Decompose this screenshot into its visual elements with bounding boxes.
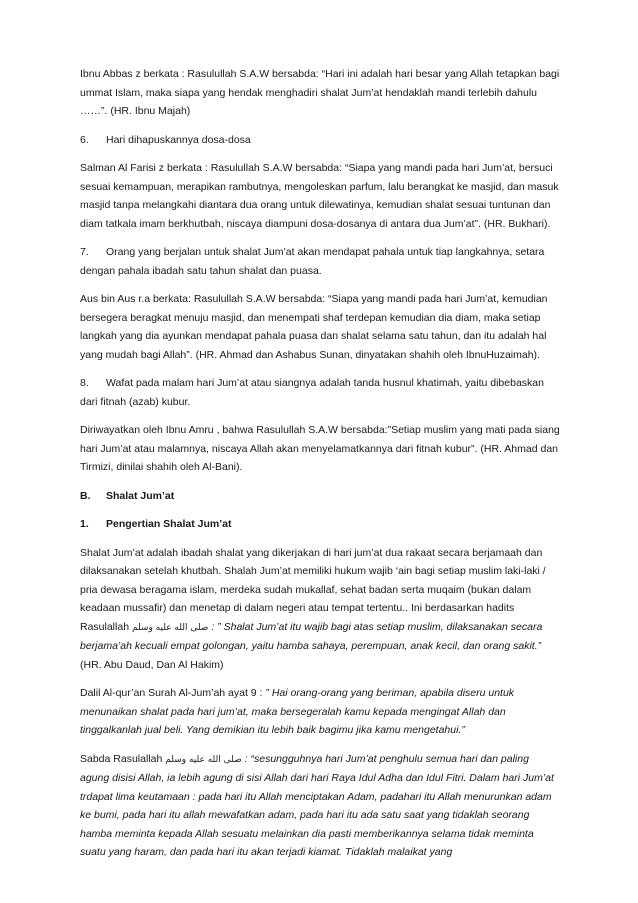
paragraph-text: Shalat Jum’at adalah ibadah shalat yang dikerjakan di hari jum’at dua rakaat secara berjamaah dan dilaksanakan setelah khutbah. Shalah Jum’at memiliki hukum wajib ‘ain bagi setiap muslim laki-laki / pria dewasa beragama islam, merdeka sudah mukallaf, sehat badan serta muqaim (bukan dalam keadaan mussafir) dan menetap di dalam negeri atau tempat tertentu.. Ini berdasarkan hadits Rasulallah <box>80 546 546 633</box>
list-item-8 <box>80 374 560 411</box>
section-number: B. <box>80 489 91 502</box>
paragraph-ibnu-amru: Diriwayatkan oleh Ibnu Amru , bahwa Rasulullah S.A.W bersabda:”Setiap muslim yang mati pada siang hari Jum’at atau malamnya, niscaya Allah akan menyelamatkannya dari fitnah kubur”. (HR. Ahmad dan Tirmizi, dinilai shahih oleh Al-Bani). <box>80 424 560 473</box>
list-number: 6. <box>80 133 89 146</box>
subsection-heading-1 <box>80 515 560 534</box>
subsection-title: Pengertian Shalat Jum’at <box>106 518 232 530</box>
document-body <box>80 65 560 872</box>
paragraph-text: Dalil Al-qur’an Surah Al-Jum’ah ayat 9 : <box>80 687 266 699</box>
section-title: Shalat Jum’at <box>106 489 175 502</box>
hadith-quote: : ” Shalat Jum’at itu wajib bagi atas setiap muslim, dilaksanakan secara berjama’ah kecuali empat golongan, yaitu hamba sahaya, perempuan, anak kecil, dan orang sakit.” <box>80 620 543 652</box>
list-text: Hari dihapuskannya dosa-dosa <box>106 133 251 146</box>
arabic-salawat: صلى الله عليه وسلم <box>165 754 242 765</box>
list-text: Wafat pada malam hari Jum’at atau siangnya adalah tanda husnul khatimah, yaitu dibebaskan dari fitnah (azab) kubur. <box>80 377 544 408</box>
subsection-number: 1. <box>80 518 89 530</box>
quran-quote: ” Hai orang-orang yang beriman, apabila diseru untuk menunaikan shalat pada hari jum’at, maka bersegeralah kamu kepada mengingat Allah dan tinggalkanlah jual beli. Yang demikian itu lebih baik bagimu jika kamu mengetahui.” <box>80 687 515 736</box>
list-item-7 <box>80 243 560 280</box>
arabic-salawat: صلى الله عليه وسلم <box>131 622 209 633</box>
hadith-reference: (HR. Abu Daud, Dan Al Hakim) <box>80 658 224 671</box>
paragraph-text: Sabda Rasulallah <box>80 752 166 765</box>
paragraph-salman: Salman Al Farisi z berkata : Rasulullah S.A.W bersabda: “Siapa yang mandi pada hari Jum’at, bersuci sesuai kemampuan, merapikan rambutnya, mengoleskan parfum, lalu berangkat ke masjid, dan masuk masjid tanpa melangkahi diantara dua orang untuk dilewatinya, kemudian shalat sesuai tuntunan dan diam tatkala imam berkhutbah, niscaya diampuni dosa-dosanya di antara dua Jum’at”. (HR. Bukhari). <box>80 162 559 230</box>
paragraph-ibnu-abbas: Ibnu Abbas z berkata : Rasulullah S.A.W bersabda: “Hari ini adalah hari besar yang Allah tetapkan bagi ummat Islam, maka siapa yang hendak menghadiri shalat Jum’at hendaklah mandi terlebih dahulu ……”. (HR. Ibnu Majah) <box>80 68 560 117</box>
list-item-6 <box>80 131 560 150</box>
section-heading-b <box>80 487 560 506</box>
list-number: 8. <box>80 377 89 389</box>
list-number: 7. <box>80 246 89 258</box>
paragraph-dalil <box>80 684 560 740</box>
paragraph-pengertian <box>80 544 560 675</box>
paragraph-sabda <box>80 750 560 862</box>
paragraph-aus: Aus bin Aus r.a berkata: Rasulullah S.A.W bersabda: “Siapa yang mandi pada hari Jum’at, kemudian bersegera beragkat menuju masjid, dan menempati shaf terdepan kemudian dia diam, maka setiap langkah yang dia ayunkan mendapat pahala puasa dan shalat selama satu tahun, dan itu adalah hal yang mudah bagi Allah”. (HR. Ahmad dan Ashabus Sunan, dinyatakan shahih oleh IbnuHuzaimah). <box>80 293 548 361</box>
list-text: Orang yang berjalan untuk shalat Jum’at akan mendapat pahala untuk tiap langkahnya, setara dengan pahala ibadah satu tahun shalat dan puasa. <box>80 246 545 277</box>
hadith-quote: : “sesungguhnya hari Jum’at penghulu semua hari dan paling agung disisi Allah, ia lebih agung di sisi Allah dari hari Raya Idul Adha dan Idul Fitri. Dalam hari Jum’at trdapat lima keutamaan : pada hari itu Allah menciptakan Adam, padahari itu Allah menurunkan adam ke bumi, pada hari itu allah mewafatkan adam, pada hari itu ada satu saat yang tidaklah seorang hamba meminta kepada Allah sesuatu melainkan dia pasti memberikannya selama tidak meminta suatu yang haram, dan pada hari itu akan terjadi kiamat. Tidaklah malaikat yang <box>80 752 554 858</box>
